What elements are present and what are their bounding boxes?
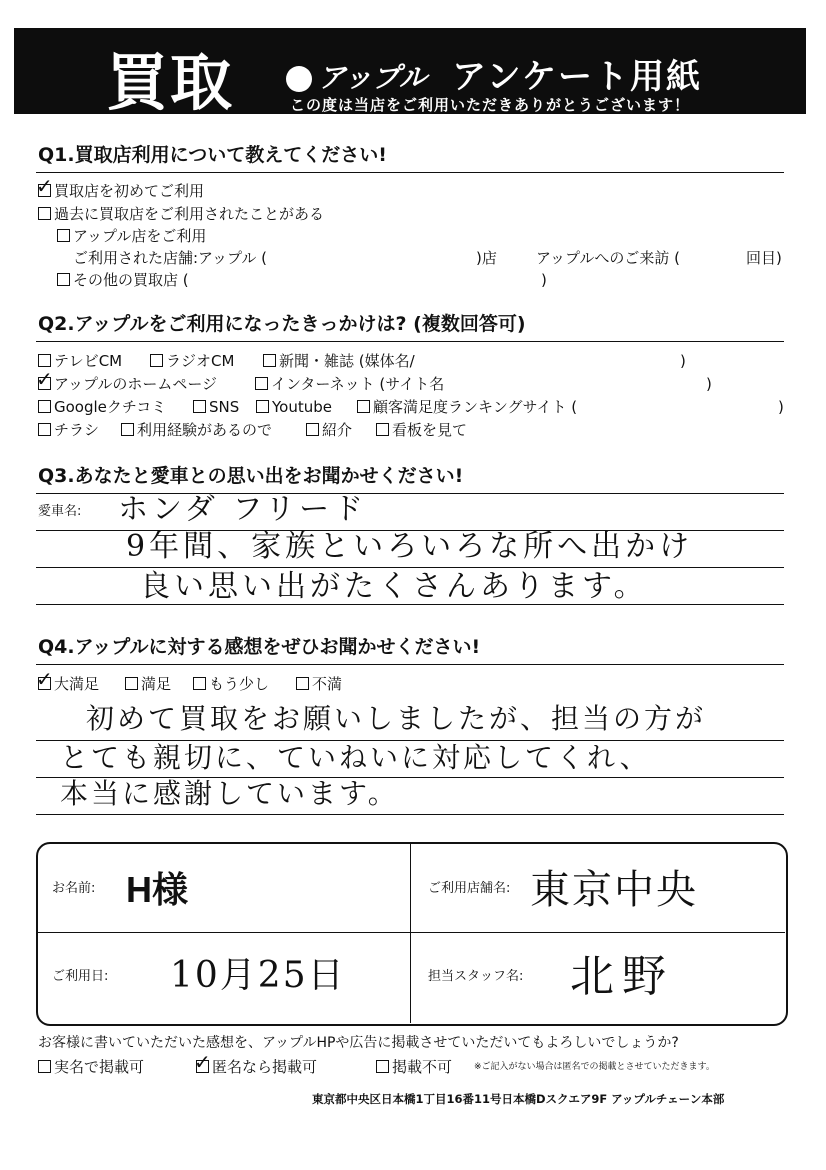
checkbox[interactable] (256, 400, 269, 413)
header-banner (14, 28, 806, 119)
comment-line-3: 本当に感謝しています。 (60, 777, 399, 810)
car-name-handwritten: ホンダ フリード (118, 492, 368, 527)
q2-option-youtube[interactable]: Youtube (256, 400, 332, 415)
q4-option-satisfied[interactable]: 満足 (125, 677, 171, 692)
q2-option-experience[interactable]: 利用経験があるので (121, 423, 272, 438)
date-label: ご利用日: (52, 969, 109, 984)
q2-option-flyer[interactable]: チラシ (38, 423, 99, 438)
q2-option-referral[interactable]: 紹介 (306, 423, 352, 438)
checkbox[interactable] (38, 423, 51, 436)
kaitori-logo: 買取 (106, 46, 235, 119)
comment-line-2: とても親切に、ていねいに対応してくれ、 (60, 741, 651, 774)
q2-internet-close: ) (706, 375, 712, 393)
brand-badge-icon (286, 66, 312, 92)
checkbox[interactable] (357, 400, 370, 413)
name-label: お名前: (52, 881, 96, 896)
q1-option-other[interactable]: その他の買取店 ( (57, 273, 189, 288)
q2-option-ranking[interactable]: 顧客満足度ランキングサイト ( (357, 400, 577, 415)
q4-title: Q4.アップルに対する感想をぜひお聞かせください! (38, 636, 481, 658)
consent-option-not-allowed[interactable]: 掲載不可 (376, 1060, 452, 1075)
checkbox[interactable] (306, 423, 319, 436)
q1-option-first[interactable]: 買取店を初めてご利用 (38, 184, 204, 199)
form-title: アンケート用紙 (452, 57, 702, 97)
store-name-handwritten: 東京中央 (530, 867, 698, 913)
q2-title: Q2.アップルをご利用になったきっかけは? (複数回答可) (38, 313, 526, 335)
checkbox[interactable] (193, 677, 206, 690)
checkbox[interactable] (38, 207, 51, 220)
q3-line-3 (36, 604, 784, 605)
q2-ranking-close: ) (778, 398, 784, 416)
customer-name: H様 (126, 869, 188, 910)
consent-option-anonymous[interactable]: 匿名なら掲載可 (196, 1060, 317, 1075)
info-box-vertical-divider (410, 843, 411, 1023)
checkbox[interactable] (376, 423, 389, 436)
q1-option-apple[interactable]: アップル店をご利用 (57, 229, 206, 244)
brand-name: アップル (318, 61, 427, 94)
q1-title: Q1.買取店利用について教えてください! (38, 144, 387, 166)
checkbox[interactable] (125, 677, 138, 690)
q4-option-dissatisfied[interactable]: 不満 (296, 677, 342, 692)
q2-option-radio[interactable]: ラジオCM (150, 354, 234, 369)
consent-note: ※ご記入がない場合は匿名での掲載とさせていただきます。 (474, 1062, 715, 1072)
footer-address: 東京都中央区日本橋1丁目16番11号日本橋Dスクエア9F アップルチェーン本部 (312, 1092, 725, 1106)
q2-option-sns[interactable]: SNS (193, 400, 239, 415)
q2-option-tv[interactable]: テレビCM (38, 354, 122, 369)
checkbox[interactable] (150, 354, 163, 367)
consent-question: お客様に書いていただいた感想を、アップルHPや広告に掲載させていただいてもよろしいでしょうか? (38, 1035, 679, 1051)
date-handwritten: 10月25日 (170, 955, 346, 996)
checkbox[interactable] (57, 229, 70, 242)
q1-divider (36, 172, 784, 173)
staff-label: 担当スタッフ名: (428, 969, 524, 984)
q4-line-3 (36, 814, 784, 815)
checkbox[interactable] (296, 677, 309, 690)
checkbox[interactable] (38, 1060, 51, 1073)
checkmark-icon: ✓ (36, 367, 53, 391)
q1-option-past[interactable]: 過去に買取店をご利用されたことがある (38, 207, 324, 222)
car-name-label: 愛車名: (38, 504, 82, 519)
checkbox[interactable] (255, 377, 268, 390)
staff-name-handwritten: 北野 (570, 951, 674, 1002)
q2-news-close: ) (680, 352, 686, 370)
checkmark-icon: ✓ (36, 174, 53, 198)
memory-line-2: 良い思い出がたくさんあります。 (140, 569, 648, 604)
q1-visits-suffix: 回目) (746, 249, 782, 267)
consent-option-real-name[interactable]: 実名で掲載可 (38, 1060, 144, 1075)
q4-option-bit-more[interactable]: もう少し (193, 677, 269, 692)
header-subtitle: この度は当店をご利用いただきありがとうございます！ (290, 96, 691, 114)
q2-option-news[interactable]: 新聞・雑誌 (媒体名/ (263, 354, 415, 369)
q4-option-very-satisfied[interactable]: 大満足 (38, 677, 99, 692)
q1-visits-label: アップルへのご来訪 ( (536, 249, 680, 267)
memory-line-1: 9年間、家族といろいろな所へ出かけ (126, 529, 694, 564)
q1-store-suffix: )店 (476, 249, 497, 267)
checkbox[interactable] (38, 400, 51, 413)
comment-line-1: 初めて買取をお願いしましたが、担当の方が (86, 702, 707, 735)
q2-option-internet[interactable]: インターネット (サイト名 (255, 377, 444, 392)
checkmark-icon: ✓ (36, 667, 53, 691)
q3-title: Q3.あなたと愛車との思い出をお聞かせください! (38, 465, 464, 487)
q2-option-google[interactable]: Googleクチコミ (38, 400, 166, 415)
q1-used-store-label: ご利用された店舗:アップル ( (73, 249, 268, 267)
checkbox[interactable] (121, 423, 134, 436)
checkbox[interactable] (38, 354, 51, 367)
q4-divider (36, 664, 784, 665)
q1-other-close: ) (541, 271, 547, 289)
q2-option-signboard[interactable]: 看板を見て (376, 423, 467, 438)
checkbox[interactable] (193, 400, 206, 413)
store-label: ご利用店舗名: (428, 881, 511, 896)
q3-line-2 (36, 567, 784, 568)
info-box-horizontal-divider (37, 932, 785, 933)
checkbox[interactable] (263, 354, 276, 367)
checkmark-icon: ✓ (194, 1050, 211, 1074)
checkbox[interactable] (57, 273, 70, 286)
q2-option-homepage[interactable]: アップルのホームページ (38, 377, 217, 392)
checkbox[interactable] (376, 1060, 389, 1073)
q2-divider (36, 341, 784, 342)
